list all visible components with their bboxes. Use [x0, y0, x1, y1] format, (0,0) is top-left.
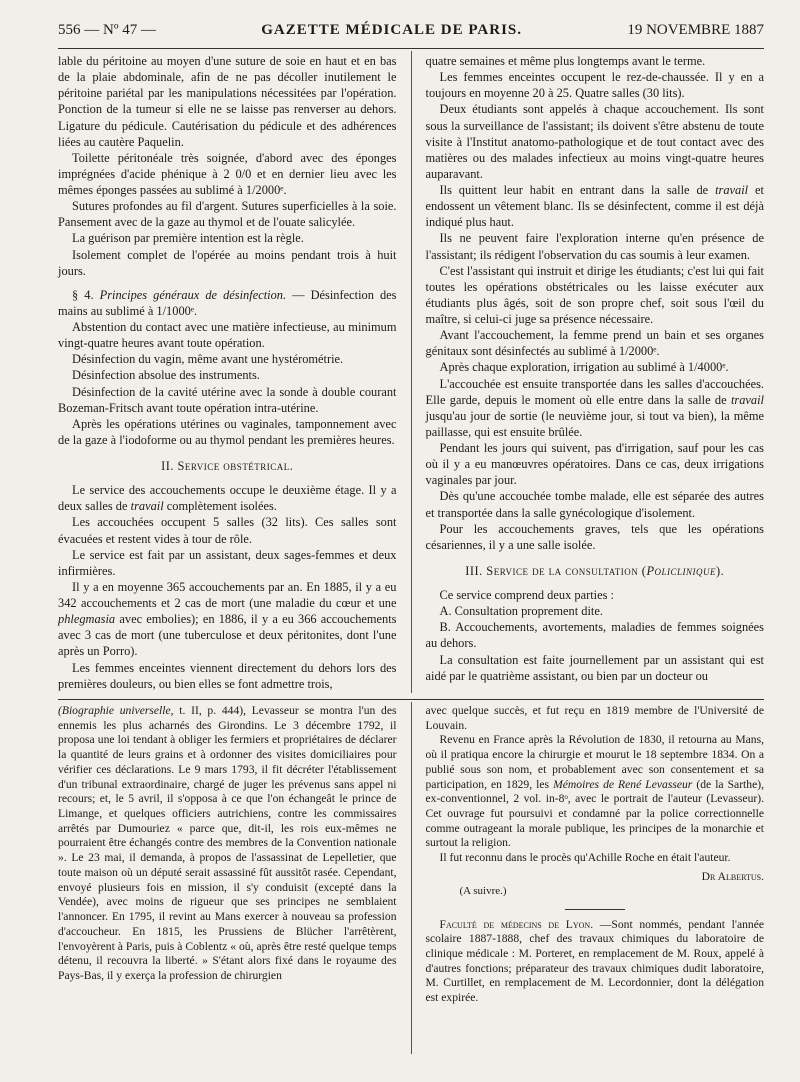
paragraph: Ils ne peuvent faire l'exploration interne qu'en présence de l'assistant; ils rédigent l'observation du cas soumis à leur examen.	[425, 231, 764, 262]
paragraph: Deux étudiants sont appelés à chaque accouchement. Ils sont sous la surveillance de l'assistant; ils doivent s'être abstenu de toute visite à l'Institut anatomo-pathologique et de tout contact avec des matières ou des malades infectieux au moins vingt-quatre heures auparavant.	[425, 102, 764, 181]
bottom-left-column	[58, 704, 397, 1054]
paragraph: Le service est fait par un assistant, deux sages-femmes et deux infirmières.	[58, 547, 397, 578]
paragraph: Désinfection du vagin, même avant une hystérométrie.	[72, 352, 344, 367]
paragraph: A. Consultation proprement dite.	[439, 604, 603, 619]
paragraph: Désinfection de la cavité utérine avec la sonde à double courant Bozeman-Fritsch avant toute opération intra-utérine.	[58, 384, 397, 415]
section-heading-consultation: III. Service de la consultation (Policlinique).	[465, 563, 725, 578]
paragraph: Après chaque exploration, irrigation au sublimé à 1/4000ᵉ.	[439, 360, 729, 375]
left-column	[58, 53, 397, 693]
paragraph-section-4: § 4. Principes généraux de désinfection. — Désinfection des mains au sublimé à 1/1000ᵉ.	[58, 287, 397, 318]
paragraph: B. Accouchements, avortements, maladies de femmes soignées au dehors.	[425, 620, 764, 651]
paragraph: lable du péritoine au moyen d'une suture de soie en haut et en bas de la plaie abdominale, afin de ne pas décoller inutilement le péritoine pariétal par les manipulations nécessitées par l'opération. Ponction de la tumeur si elle ne se laisse pas renverser au dehors. Ligature du pédicule. Cautérisation du pédicule et des adhérences liées au cautère Paquelin.	[58, 54, 397, 149]
paragraph: (Biographie universelle, t. II, p. 444), Levasseur se montra l'un des ennemis les plus acharnés des Girondins. Le 3 décembre 1792, il proposa une loi tendant à obliger les fermiers et propriétaires de déclarer la quantité de leurs grains et à ordonner des visites domiciliaires pour vérifier ces déclarations. Le 9 mars 1793, il fit décréter l'établissement d'un tribunal extraordinaire, chargé de juger les prévenus sans appel ni recours; et, le 5 avril, il s'opposa à ce que l'on échangeât le prince de Limange, et quelques officiers autrichiens, contre les commissaires arrêtés par Dumouriez « parce que, dit-il, les rois eux-mêmes ne pourraient être échangés contre des membres de la Convention nationale ». Le 23 mai, il demanda, à propos de l'assassinat de Lepelletier, que toute maison où un député serait assassiné fût aussitôt rasée. Cependant, envoyé plusieurs fois en mission, il s'y conduisit (excepté dans la Vendée), avec moins de rigueur que ses principes ne semblaient l'annoncer. En 1795, il revint au Mans exercer à nouveau sa profession d'accoucheur. En 1815, les Prussiens de Blücher l'arrêtèrent, l'envoyèrent à Paris, puis à Coblentz « où, après être resté quelque temps détenu, il recouvra la liberté. » S'étant alors fixé dans le royaume des Pays-Bas, il y exerça la profession de chirurgien	[58, 704, 397, 982]
journal-title: GAZETTE MÉDICALE DE PARIS.	[261, 22, 523, 38]
paragraph: C'est l'assistant qui instruit et dirige les étudiants; c'est lui qui fait toutes les opérations obstétricales ou les laisse exécuter aux étudiants plus âgés, soit de son propre chef, soit sous l'œil du maître, si celui-ci juge sa présence nécessaire.	[425, 263, 764, 326]
paragraph: Dès qu'une accouchée tombe malade, elle est séparée des autres et transportée dans la salle gynécologique d'isolement.	[425, 489, 764, 520]
paragraph: La guérison par première intention est la règle.	[72, 231, 304, 246]
header-rule	[58, 48, 764, 49]
paragraph: Avant l'accouchement, la femme prend un bain et ses organes génitaux sont désinfectés au sublimé à 1/2000ᵉ.	[425, 328, 764, 359]
paragraph: Pendant les jours qui suivent, pas d'irrigation, sauf pour les cas où il y a eu manœuvres opératoires. Dans ce cas, deux irrigations vaginales par jour.	[425, 441, 764, 488]
paragraph: Les accouchées occupent 5 salles (32 lits). Ces salles sont évacuées et restent vides à tour de rôle.	[58, 515, 397, 546]
paragraph: Ce service comprend deux parties :	[439, 588, 614, 602]
paragraph: Sutures profondes au fil d'argent. Sutures superficielles à la soie. Pansement avec de la gaze au thymol et de l'ouate salicylée.	[58, 199, 397, 230]
paragraph: Ils quittent leur habit en entrant dans la salle de travail et endossent un vêtement blanc. Ils se désinfectent, comme il est déjà indiqué plus haut.	[425, 183, 764, 230]
feuilleton-rule	[58, 699, 764, 700]
faculty-notice: Faculté de médecins de Lyon. —Sont nommés, pendant l'année scolaire 1887-1888, chef des travaux chimiques du laboratoire de clinique médicale : M. Porteret, en remplacement de M. Roux, appelé à d'autres fonctions; préparateur des travaux chimiques dudit laboratoire, M. Curtillet, en remplacement de M. Lecordonnier, dont la délégation est expirée.	[425, 917, 765, 1005]
column-rule	[411, 702, 412, 1054]
right-column	[426, 53, 765, 693]
issue-date: 19 NOVEMBRE 1887	[627, 22, 764, 38]
page-number: 556 — Nº 47 —	[58, 22, 156, 38]
paragraph: Les femmes enceintes occupent le rez-de-chaussée. Il y en a toujours en moyenne 20 à 25. Quatre salles (30 lits).	[425, 70, 764, 101]
article-columns	[58, 53, 764, 693]
paragraph: Il y a en moyenne 365 accouchements par an. En 1885, il y a eu 342 accouchements et 2 cas de mort (une maladie du cœur et une phlegmasia avec embolies); en 1886, il y a eu 366 accouchements avec 3 cas de mort (une tuberculose et deux péritonites, dont l'une après un Porro).	[58, 579, 397, 659]
paragraph: avec quelque succès, et fut reçu en 1819 membre de l'Université de Louvain.	[425, 704, 764, 732]
paragraph: quatre semaines et même plus longtemps avant le terme.	[425, 54, 706, 68]
page-header	[58, 22, 764, 42]
to-be-continued: (A suivre.)	[459, 884, 507, 897]
author-signature: Dr Albertus.	[701, 869, 764, 883]
section-heading-obstetrical: II. Service obstétrical.	[161, 459, 294, 473]
column-rule	[411, 51, 412, 693]
paragraph: Après les opérations utérines ou vaginales, tamponnement avec de la gaze à l'iodoforme ou au thymol pendant les premières heures.	[58, 416, 397, 447]
paragraph: Il fut reconnu dans le procès qu'Achille Roche en était l'auteur.	[439, 851, 731, 865]
paragraph: Toilette péritonéale très soignée, d'abord avec des éponges imprégnées d'acide phénique à 2 0/0 et en dernier lieu avec les mêmes éponges passées au sublimé à 1/2000ᵉ.	[58, 150, 397, 197]
paragraph: Le service des accouchements occupe le deuxième étage. Il y a deux salles de travail complètement isolées.	[58, 483, 397, 514]
paragraph: Isolement complet de l'opérée au moins pendant trois à huit jours.	[58, 247, 397, 278]
paragraph: Désinfection absolue des instruments.	[72, 368, 260, 383]
feuilleton-columns	[58, 704, 764, 1054]
paragraph: Pour les accouchements graves, tels que les opérations césariennes, il y a une salle isolée.	[425, 521, 764, 552]
paragraph: Revenu en France après la Révolution de 1830, il retourna au Mans, où il pratiqua encore la chirurgie et mourut le 18 septembre 1834. On a publié sous son nom, et probablement avec son consentement et sa participation, en 1829, les Mémoires de René Levasseur (de la Sarthe), ex-conventionnel, 2 vol. in-8ᵒ, avec le portrait de l'auteur (Levasseur). Cet ouvrage fut poursuivi et condamné par la police correctionnelle comme outrageant la morale publique, les principes de la monarchie et surtout la religion.	[425, 733, 764, 850]
paragraph: La consultation est faite journellement par un assistant qui est aidé par le quatrième assistant, ou bien par un docteur ou	[425, 652, 764, 683]
paragraph: L'accouchée est ensuite transportée dans les salles d'accouchées. Elle garde, depuis le moment où elle entre dans la salle de travail jusqu'au jour de sortie (le neuvième jour, si tout va bien), la même paillasse, qui est ensuite brûlée.	[425, 376, 764, 439]
bottom-right-column	[426, 704, 765, 1054]
paragraph: Abstention du contact avec une matière infectieuse, au minimum vingt-quatre heures avant toute opération.	[58, 320, 397, 351]
paragraph: Les femmes enceintes viennent directement du dehors lors des premières douleurs, ou bien elles se font admettre trois,	[58, 660, 397, 691]
separator-rule	[565, 909, 625, 910]
